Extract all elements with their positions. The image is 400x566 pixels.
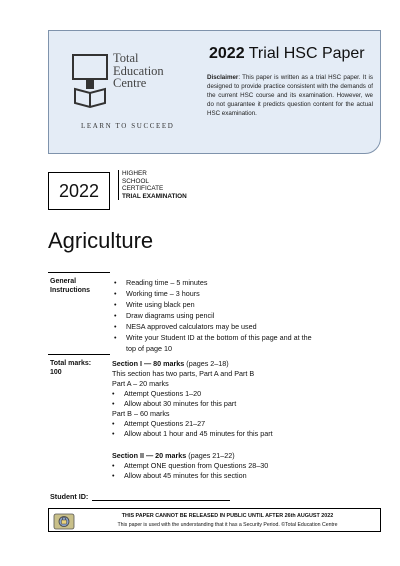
- list-item: • Working time – 3 hours: [114, 288, 312, 299]
- section-2-info: [112, 451, 268, 481]
- divider: [48, 272, 110, 273]
- section-1-info: Section I — 80 marks (pages 2–18) This section has two parts, Part A and Part B Part A – 20 marks • Attempt Questions 1–20 • Allow about 30 minutes for this part Part B – 60 marks • Attempt Questions 21–27 • Allow about 1 hour and 45 minutes for this part: [112, 359, 273, 439]
- general-instructions-label: General Instructions: [50, 278, 91, 294]
- list-item: • Write your Student ID at the bottom of this page and at the top of page 10: [114, 332, 312, 354]
- subject-title: Agriculture: [48, 228, 154, 253]
- disclaimer-label: Disclaimer: [207, 74, 239, 81]
- disclaimer-text: : This paper is written as a trial HSC paper. It is designed to provide practice consistent with the demands of the current HSC course and its examination. However, we do not guarantee it predicts question content for the actual HSC examination.: [207, 74, 373, 117]
- logo-name: Total Education Centre: [113, 51, 164, 90]
- release-notice: THIS PAPER CANNOT BE RELEASED IN PUBLIC UNTIL AFTER 26th AUGUST 2022: [121, 513, 334, 519]
- section-1-heading: Section I — 80 marks (pages 2–18): [112, 359, 229, 368]
- total-marks-label: Total marks: 100: [50, 360, 92, 376]
- list-item: • Write using black pen: [114, 299, 312, 310]
- list-item: • NESA approved calculators may be used: [114, 321, 312, 332]
- security-seal-icon: [53, 511, 75, 530]
- student-id-field[interactable]: [92, 500, 230, 501]
- banner-title-text: Trial HSC Paper: [248, 45, 365, 62]
- total-marks-value: 100: [50, 369, 62, 376]
- list-item: • Reading time – 5 minutes: [114, 277, 312, 288]
- part-a-heading: Part A – 20 marks: [112, 379, 169, 388]
- computer-book-icon: [71, 53, 111, 109]
- list-item: • Draw diagrams using pencil: [114, 310, 312, 321]
- total-education-centre-logo: [69, 51, 209, 141]
- list-item: • Attempt ONE question from Questions 28–30: [112, 461, 268, 471]
- disclaimer: [207, 73, 373, 118]
- banner-year: 2022: [209, 45, 245, 62]
- banner-title: [209, 45, 365, 63]
- part-b-heading: Part B – 60 marks: [112, 409, 170, 418]
- header-banner: [48, 30, 381, 154]
- student-id-label: Student ID:: [50, 492, 89, 501]
- logo-tagline: LEARN TO SUCCEED: [81, 122, 175, 130]
- list-item: • Allow about 1 hour and 45 minutes for this part: [112, 429, 273, 439]
- list-item: • Allow about 30 minutes for this part: [112, 399, 273, 409]
- general-instructions-list: [114, 277, 312, 354]
- certificate-label: HIGHER SCHOOL CERTIFICATE TRIAL EXAMINATION: [118, 170, 187, 200]
- list-item: • Attempt Questions 1–20: [112, 389, 273, 399]
- security-notice: [48, 508, 381, 532]
- list-item: • Allow about 45 minutes for this section: [112, 471, 268, 481]
- list-item: • Attempt Questions 21–27: [112, 419, 273, 429]
- security-period-notice: This paper is used with the understanding that it has a Security Period. ©Total Education Centre: [117, 522, 338, 528]
- exam-year-box: 2022: [48, 172, 110, 210]
- divider: [48, 354, 110, 355]
- section-2-heading: Section II — 20 marks (pages 21–22): [112, 451, 235, 460]
